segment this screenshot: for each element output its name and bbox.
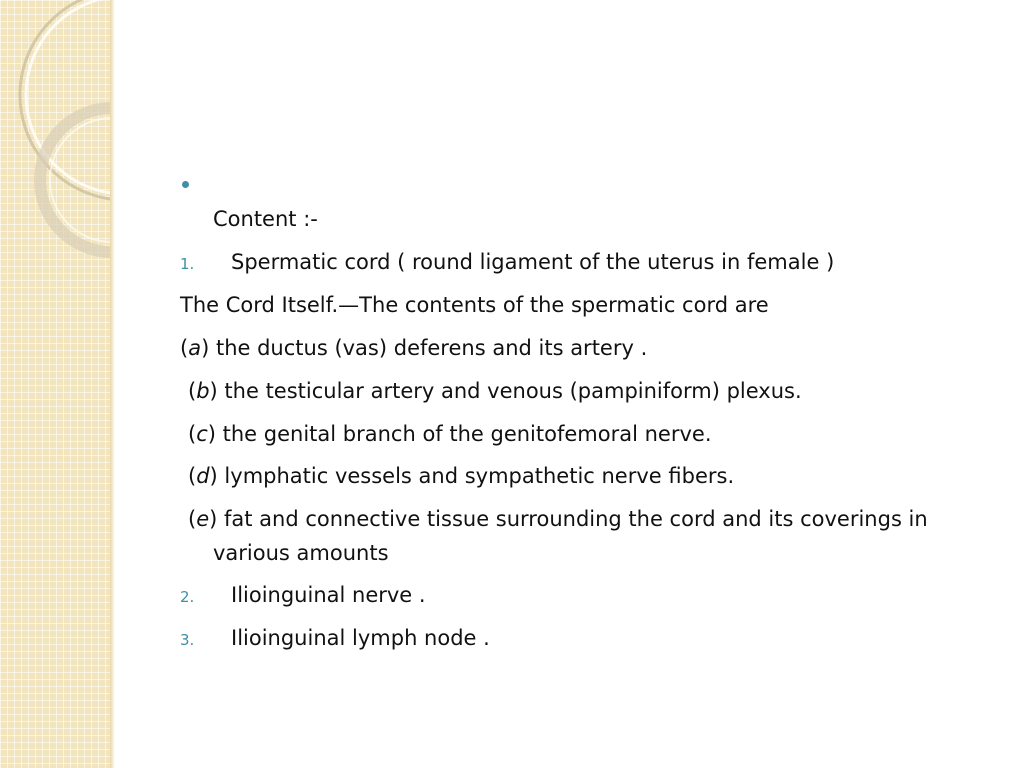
bullet-icon [182,181,189,188]
content-letter: e [196,507,210,531]
content-text: lymphatic vessels and sympathetic nerve fibers. [217,464,735,488]
list-number: 1. [180,255,195,273]
cord-intro-text: The Cord Itself.—The contents of the spermatic cord are [180,293,769,317]
list-number: 2. [180,588,195,606]
content-item-c: (c) the genital branch of the genitofemoral nerve. [188,422,712,446]
content-text: fat and connective tissue surrounding the cord and its coverings in [217,507,928,531]
content-letter: c [196,422,208,446]
list-item: Spermatic cord ( round ligament of the uterus in female ) [231,250,835,274]
content-letter: b [196,379,210,403]
content-text: the genital branch of the genitofemoral nerve. [215,422,712,446]
list-number: 3. [180,631,195,649]
content-item-b: (b) the testicular artery and venous (pampiniform) plexus. [188,379,802,403]
content-item-a: (a) the ductus (vas) deferens and its artery . [180,336,648,360]
content-item-d: (d) lymphatic vessels and sympathetic nerve fibers. [188,464,735,488]
content-letter: d [196,464,210,488]
list-item: Ilioinguinal lymph node . [231,626,490,650]
content-letter: a [188,336,202,360]
content-text: the ductus (vas) deferens and its artery . [209,336,648,360]
content-item-e: (e) fat and connective tissue surrounding the cord and its coverings in [188,507,928,531]
content-text: the testicular artery and venous (pampiniform) plexus. [217,379,802,403]
list-item: Ilioinguinal nerve . [231,583,426,607]
content-item-e-continuation: various amounts [213,541,389,565]
section-heading: Content :- [213,207,318,231]
